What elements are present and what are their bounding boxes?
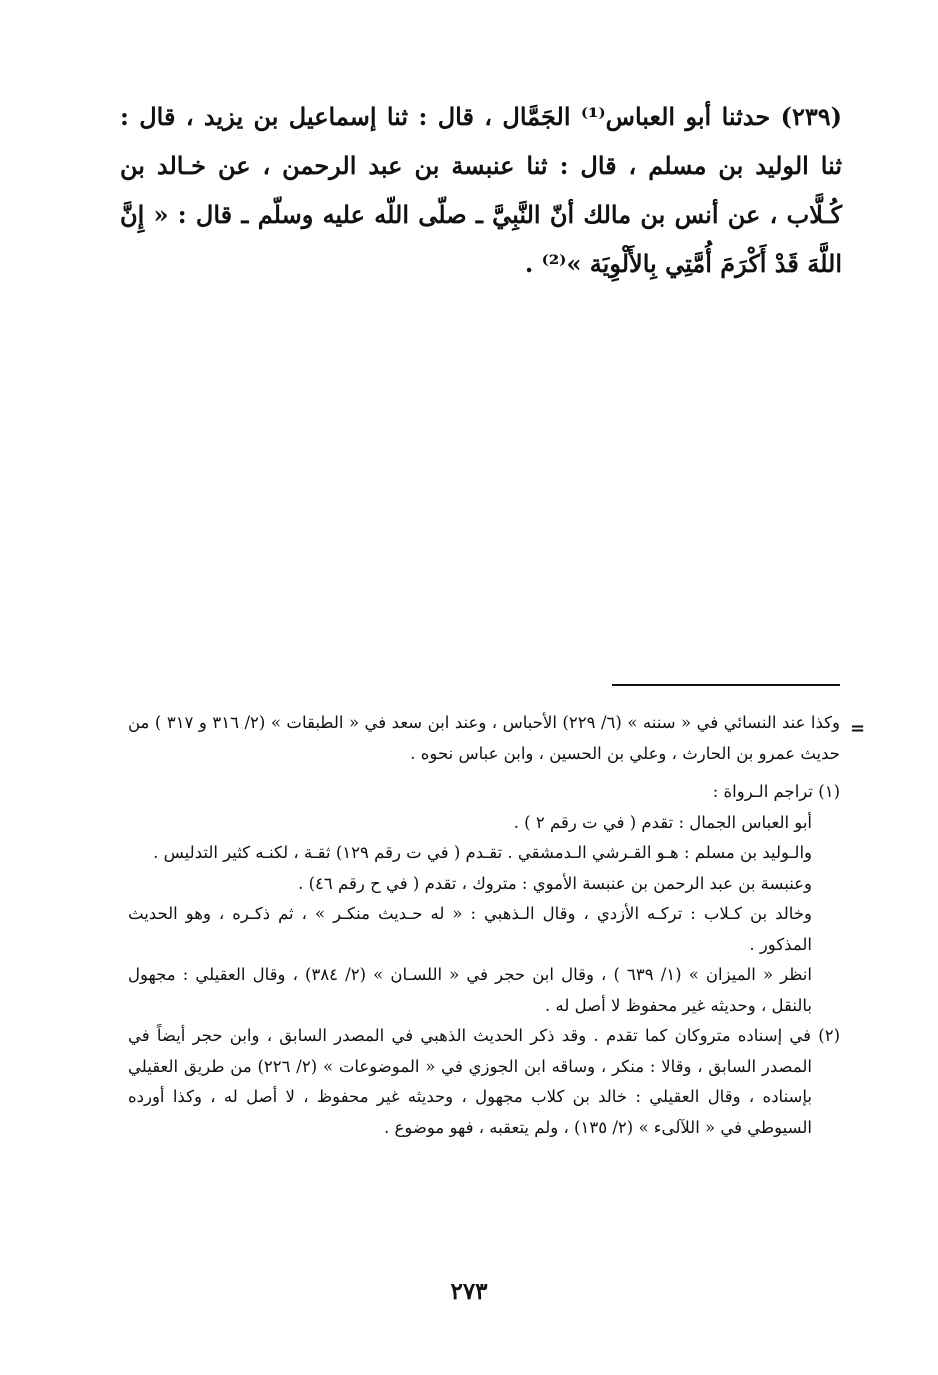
footnote-1-narrator: وخالد بن كـلاب : تركـه الأزدي ، وقال الـذهبي : « له حـديث منكـر » ، ثم ذكـره ، وهو الحديث المذكور . xyxy=(128,904,812,954)
footnote-1-narrator: أبو العباس الجمال : تقدم ( في ت رقم ٢ ) . xyxy=(513,812,812,832)
footnotes xyxy=(128,708,840,1143)
footnote-separator xyxy=(612,684,840,686)
footnote-2: (٢) في إسناده متروكان كما تقدم . وقد ذكر الحديث الذهبي في المصدر السابق ، وابن حجر أيضاً في المصدر السابق ، وقالا : منكر ، وساقه ابن الجوزي في « الموضوعات » (٢/ ٢٢٦) من طريق العقيلي بإسناده ، وقال العقيلي : خالد بن كلاب مجهول ، وحديثه غير محفوظ ، لا أصل له ، وكذا أورده السيوطي في « اللآلىء » (٢/ ١٣٥) ، ولم يتعقبه ، فهو موضوع . xyxy=(128,1026,840,1137)
footnote-1-narrator: وعنبسة بن عبد الرحمن بن عنبسة الأموي : متروك ، تقدم ( في ح رقم ٤٦) . xyxy=(298,873,812,893)
footnote-continuation-mark: = xyxy=(850,718,866,739)
hadith-paragraph: (٢٣٩) حدثنا أبو العباس⁽¹⁾ الجَمَّال ، قال : ثنا إسماعيل بن يزيد ، قال : ثنا الوليد بن مسلم ، قال : ثنا عنبسة بن عبد الرحمن ، عن خـالد بن كُـلَّاب ، عن أنس بن مالك أنّ النَّبِيَّ ـ صلّى اللّه عليه وسلّم ـ قال : « إِنَّ اللَّهَ قَدْ أَكْرَمَ أُمَّتِي بِالأَلْوِيَة »⁽²⁾ . xyxy=(120,102,842,278)
footnote-1-heading: (١) تراجم الـرواة : xyxy=(712,782,840,801)
page-number: ٢٧٣ xyxy=(450,1278,488,1305)
footnote-1-reference: انظر « الميزان » (١/ ٦٣٩ ) ، وقال ابن حجر في « اللسـان » (٢/ ٣٨٤) ، وقال العقيلي : مجهول بالنقل ، وحديثه غير محفوظ لا أصل له . xyxy=(128,965,812,1015)
hadith-text xyxy=(120,92,842,288)
footnote-1-narrator: والـوليد بن مسلم : هـو القـرشي الـدمشقي . تقـدم ( في ت رقم ١٢٩) ثقـة ، لكنـه كثير التدليس . xyxy=(153,843,812,862)
footnote-continued-text: وكذا عند النسائي في « سننه » (٦/ ٢٢٩) الأحباس ، وعند ابن سعد في « الطبقات » (٢/ ٣١٦ و ٣١٧ ) من حديث عمرو بن الحارث ، وعلي بن الحسين ، وابن عباس نحوه . xyxy=(128,713,840,763)
